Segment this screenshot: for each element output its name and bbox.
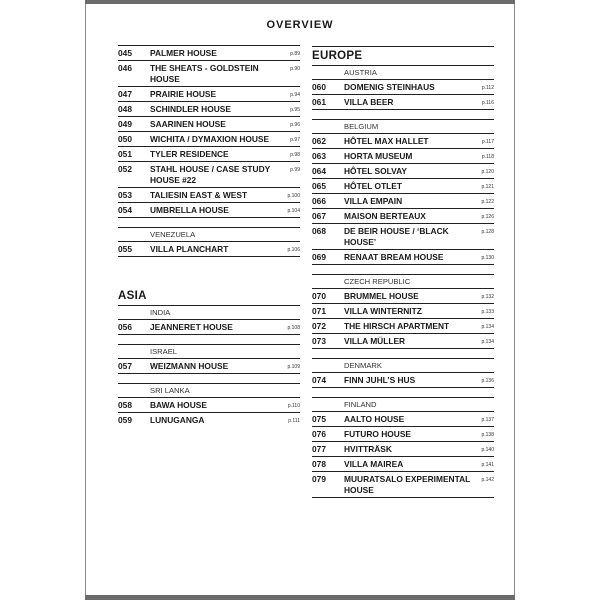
- entry-number: 067: [312, 211, 326, 221]
- entry-page-number: p.117: [481, 139, 494, 145]
- entry-title: LUNUGANGA: [150, 415, 205, 425]
- toc-entry: [312, 193, 494, 208]
- entry-number: 051: [118, 149, 132, 159]
- toc-entry: [312, 223, 494, 249]
- entry-title: BRUMMEL HOUSE: [344, 291, 419, 301]
- entry-number: 059: [118, 415, 132, 425]
- entry-number: 063: [312, 151, 326, 161]
- entry-number: 070: [312, 291, 326, 301]
- entry-number: 079: [312, 474, 326, 484]
- toc-entry: [312, 133, 494, 148]
- country-heading: VENEZUELA: [118, 227, 300, 241]
- page-title: OVERVIEW: [266, 19, 334, 31]
- toc-entry: [312, 288, 494, 303]
- toc-entry: [312, 411, 494, 426]
- toc-entry: [312, 333, 494, 348]
- entry-page-number: p.96: [290, 122, 300, 128]
- entry-title: SCHINDLER HOUSE: [150, 104, 231, 114]
- toc-entry: [312, 318, 494, 333]
- entry-number: 053: [118, 190, 132, 200]
- toc-entry: [118, 412, 300, 427]
- toc-entry: [312, 94, 494, 109]
- left-column: [118, 45, 300, 427]
- toc-entry: [118, 116, 300, 131]
- region-heading: EUROPE: [312, 46, 494, 65]
- toc-entry: [118, 241, 300, 256]
- entry-page-number: p.97: [290, 137, 300, 143]
- entry-number: 077: [312, 444, 326, 454]
- country-heading: BELGIUM: [312, 119, 494, 133]
- toc-entry: [118, 101, 300, 116]
- toc-entry: [312, 303, 494, 318]
- region-heading: ASIA: [118, 290, 147, 302]
- toc-entry: [118, 161, 300, 187]
- entry-title: WICHITA / DYMAXION HOUSE: [150, 134, 270, 144]
- entry-page-number: p.116: [481, 100, 494, 106]
- entry-number: 062: [312, 136, 326, 146]
- entry-title: HÔTEL SOLVAY: [344, 166, 407, 176]
- entry-page-number: p.141: [481, 462, 494, 468]
- entry-title: VILLA MÜLLER: [344, 336, 406, 346]
- entry-page-number: p.99: [290, 167, 300, 173]
- entry-title: DE BEIR HOUSE / ‘BLACK HOUSE’: [344, 226, 449, 247]
- entry-title: HÔTEL OTLET: [344, 181, 403, 191]
- entry-number: 057: [118, 361, 132, 371]
- toc-entry: [312, 178, 494, 193]
- entry-title: DOMENIG STEINHAUS: [344, 82, 435, 92]
- entry-page-number: p.90: [290, 66, 300, 72]
- entry-page-number: p.140: [481, 447, 494, 453]
- entry-title: THE SHEATS - GOLDSTEIN HOUSE: [150, 63, 259, 84]
- toc-entry: [312, 456, 494, 471]
- entry-title: FINN JUHL’S HUS: [344, 375, 416, 385]
- section-divider: [312, 109, 494, 119]
- entry-title: MUURATSALO EXPERIMENTAL HOUSE: [344, 474, 471, 495]
- entry-number: 048: [118, 104, 132, 114]
- entry-number: 078: [312, 459, 326, 469]
- entry-title: TYLER RESIDENCE: [150, 149, 229, 159]
- entry-page-number: p.98: [290, 152, 300, 158]
- entry-number: 076: [312, 429, 326, 439]
- entry-page-number: p.89: [290, 51, 300, 57]
- entry-number: 073: [312, 336, 326, 346]
- entry-page-number: p.121: [481, 184, 494, 190]
- toc-entry: [312, 163, 494, 178]
- entry-title: VILLA WINTERNITZ: [344, 306, 422, 316]
- entry-number: 068: [312, 226, 326, 236]
- entry-title: VILLA PLANCHART: [150, 244, 229, 254]
- toc-entry: [118, 146, 300, 161]
- entry-title: VILLA MAIREA: [344, 459, 404, 469]
- toc-entry: [312, 249, 494, 264]
- entry-title: JEANNERET HOUSE: [150, 322, 233, 332]
- entry-title: STAHL HOUSE / CASE STUDY HOUSE #22: [150, 164, 271, 185]
- toc-entry: [312, 148, 494, 163]
- entry-title: VILLA BEER: [344, 97, 394, 107]
- toc-entry: [118, 131, 300, 146]
- entry-page-number: p.136: [481, 378, 494, 384]
- entry-number: 049: [118, 119, 132, 129]
- entry-number: 056: [118, 322, 132, 332]
- section-divider: [118, 217, 300, 227]
- entry-title: THE HIRSCH APARTMENT: [344, 321, 450, 331]
- entry-page-number: p.118: [481, 154, 494, 160]
- entry-number: 061: [312, 97, 326, 107]
- toc-entry: [312, 208, 494, 223]
- section-divider: [118, 256, 300, 287]
- book-page: [85, 0, 515, 600]
- entry-number: 069: [312, 252, 326, 262]
- entry-page-number: p.100: [287, 193, 300, 199]
- entry-page-number: p.106: [287, 247, 300, 253]
- entry-number: 075: [312, 414, 326, 424]
- entry-title: MAISON BERTEAUX: [344, 211, 426, 221]
- section-divider: [312, 387, 494, 397]
- entry-title: BAWA HOUSE: [150, 400, 207, 410]
- entry-number: 071: [312, 306, 326, 316]
- toc-entry: [118, 358, 300, 373]
- entry-page-number: p.109: [287, 364, 300, 370]
- section-divider: [118, 373, 300, 383]
- toc-entry: [312, 79, 494, 94]
- entry-page-number: p.134: [481, 324, 494, 330]
- entry-title: WEIZMANN HOUSE: [150, 361, 229, 371]
- entry-page-number: p.108: [287, 325, 300, 331]
- entry-page-number: p.111: [288, 418, 300, 424]
- country-heading: SRI LANKA: [118, 383, 300, 397]
- country-heading: CZECH REPUBLIC: [312, 274, 494, 288]
- toc-entry: [118, 60, 300, 86]
- toc-entry: [118, 319, 300, 334]
- entry-page-number: p.134: [481, 339, 494, 345]
- entry-page-number: p.133: [481, 309, 494, 315]
- entry-number: 055: [118, 244, 132, 254]
- entry-page-number: p.130: [481, 255, 494, 261]
- page-bottom-edge: [85, 595, 515, 600]
- country-heading: AUSTRIA: [312, 65, 494, 79]
- entry-number: 060: [312, 82, 326, 92]
- entry-number: 046: [118, 63, 132, 73]
- entry-title: HÔTEL MAX HALLET: [344, 136, 429, 146]
- toc-entry: [118, 397, 300, 412]
- entry-page-number: p.104: [287, 208, 300, 214]
- entry-page-number: p.120: [481, 169, 494, 175]
- entry-page-number: p.142: [481, 477, 494, 483]
- toc-entry: [312, 372, 494, 387]
- toc-entry: [312, 426, 494, 441]
- entry-title: SAARINEN HOUSE: [150, 119, 226, 129]
- entry-title: AALTO HOUSE: [344, 414, 405, 424]
- entry-page-number: p.94: [290, 92, 300, 98]
- entry-page-number: p.122: [481, 199, 494, 205]
- entry-title: HORTA MUSEUM: [344, 151, 413, 161]
- country-heading: FINLAND: [312, 397, 494, 411]
- entry-page-number: p.126: [481, 214, 494, 220]
- entry-number: 064: [312, 166, 326, 176]
- entry-page-number: p.128: [481, 229, 494, 235]
- entry-title: PRAIRIE HOUSE: [150, 89, 217, 99]
- section-divider: [312, 497, 494, 498]
- entry-number: 066: [312, 196, 326, 206]
- entry-page-number: p.110: [287, 403, 300, 409]
- toc-entry: [312, 441, 494, 456]
- country-heading: ISRAEL: [118, 344, 300, 358]
- toc-entry: [118, 45, 300, 60]
- entry-title: PALMER HOUSE: [150, 48, 217, 58]
- section-divider: [312, 264, 494, 274]
- entry-page-number: p.95: [290, 107, 300, 113]
- entry-title: TALIESIN EAST & WEST: [150, 190, 248, 200]
- entry-number: 054: [118, 205, 132, 215]
- country-heading: INDIA: [118, 305, 300, 319]
- entry-page-number: p.112: [481, 85, 494, 91]
- entry-page-number: p.132: [481, 294, 494, 300]
- entry-number: 058: [118, 400, 132, 410]
- section-divider: [312, 348, 494, 358]
- entry-title: FUTURO HOUSE: [344, 429, 411, 439]
- entry-number: 047: [118, 89, 132, 99]
- entry-page-number: p.137: [481, 417, 494, 423]
- page-top-edge: [85, 0, 515, 4]
- entry-title: UMBRELLA HOUSE: [150, 205, 229, 215]
- country-heading: DENMARK: [312, 358, 494, 372]
- toc-entry: [118, 86, 300, 101]
- entry-title: RENAAT BREAM HOUSE: [344, 252, 444, 262]
- entry-number: 074: [312, 375, 326, 385]
- section-divider: [118, 334, 300, 344]
- entry-number: 072: [312, 321, 326, 331]
- toc-entry: [118, 202, 300, 217]
- entry-number: 050: [118, 134, 132, 144]
- entry-number: 065: [312, 181, 326, 191]
- entry-page-number: p.138: [481, 432, 494, 438]
- entry-number: 045: [118, 48, 132, 58]
- toc-entry: [118, 187, 300, 202]
- right-column: [312, 46, 494, 498]
- entry-number: 052: [118, 164, 132, 174]
- entry-title: VILLA EMPAIN: [344, 196, 403, 206]
- entry-title: HVITTRÄSK: [344, 444, 392, 454]
- toc-entry: [312, 471, 494, 497]
